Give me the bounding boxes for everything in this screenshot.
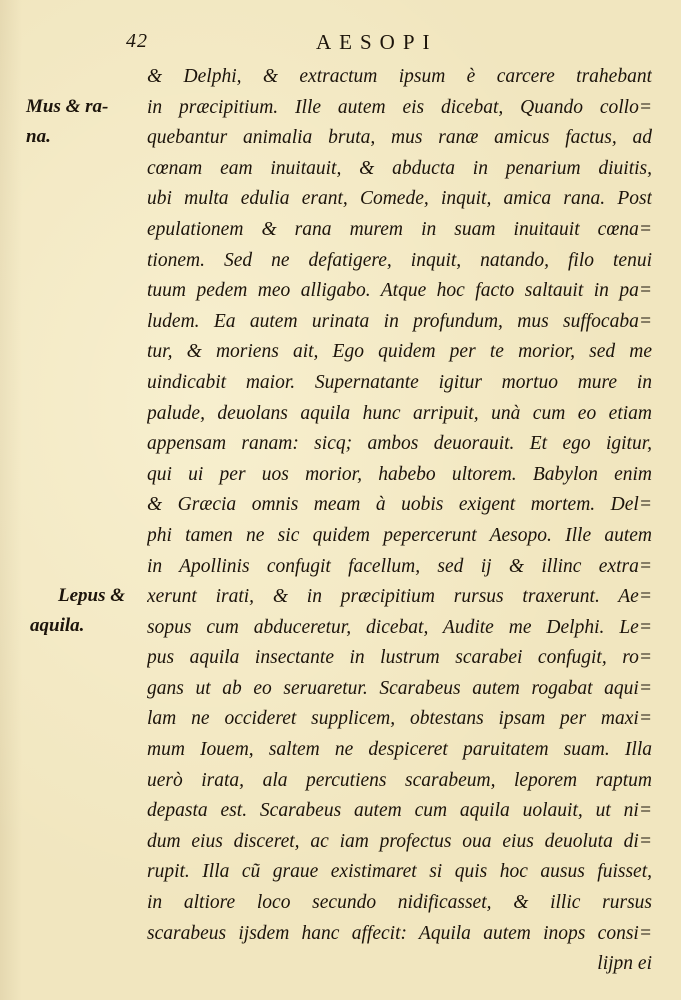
marginal-note-lepus-aquila-2: aquila. — [30, 615, 85, 636]
text-line: tuum pedem meo alligabo. Atque hoc facto saltauit in pa= — [147, 280, 652, 302]
text-line: epulationem & rana murem in suam inuitauit cœna= — [147, 218, 652, 240]
text-line: rupit. Illa cũ graue existimaret si quis hoc ausus fuisset, — [147, 861, 652, 883]
page-header — [0, 30, 681, 60]
marginal-note-lepus-aquila-1: Lepus & — [58, 585, 126, 606]
text-line: tur, & moriens ait, Ego quidem per te morior, sed me — [147, 341, 652, 363]
text-line: palude, deuolans aquila hunc arripuit, unà cum eo etiam — [147, 402, 652, 424]
text-line: mum Iouem, saltem ne despiceret paruitatem suam. Illa — [147, 739, 652, 761]
text-line: lam ne occideret supplicem, obtestans ipsam per maxi= — [147, 708, 652, 730]
text-line: quebantur animalia bruta, mus ranæ amicus factus, ad — [147, 127, 652, 149]
text-line: & Græcia omnis meam à uobis exigent mortem. Del= — [147, 494, 652, 516]
text-line: gans ut ab eo seruaretur. Scarabeus autem rogabat aqui= — [147, 677, 652, 699]
text-line: scarabeus ijsdem hanc affecit: Aquila autem inops consi= — [147, 922, 652, 944]
text-line: cœnam eam inuitauit, & abducta in penarium diuitis, — [147, 157, 652, 179]
running-head: AESOPI — [316, 30, 438, 54]
page-number: 42 — [126, 30, 148, 52]
text-line: xerunt irati, & in præcipitium rursus traxerunt. Ae= — [147, 586, 652, 608]
text-line: dum eius disceret, ac iam profectus oua eius deuoluta di= — [147, 830, 652, 852]
text-line: & Delphi, & extractum ipsum è carcere trahebant — [147, 66, 652, 87]
text-line: appensam ranam: sicq; ambos deuorauit. Et ego igitur, — [147, 433, 652, 455]
text-line: tionem. Sed ne defatigere, inquit, natando, filo tenui — [147, 249, 652, 271]
marginal-note-mus-rana-1: Mus & ra- — [26, 96, 109, 117]
catchword-line: lijpn ei — [597, 953, 652, 975]
text-line: in præcipitium. Ille autem eis dicebat, Quando collo= — [147, 96, 652, 118]
marginal-note-mus-rana-2: na. — [26, 126, 51, 147]
text-line: uerò irata, ala percutiens scarabeum, leporem raptum — [147, 769, 652, 791]
text-line: ubi multa edulia erant, Comede, inquit, amica rana. Post — [147, 188, 652, 210]
text-line: in altiore loco secundo nidificasset, & illic rursus — [147, 892, 652, 914]
body-text — [147, 62, 652, 980]
text-line: in Apollinis confugit facellum, sed ij & illinc extra= — [147, 555, 652, 577]
text-line: pus aquila insectante in lustrum scarabei confugit, ro= — [147, 647, 652, 669]
text-line: phi tamen ne sic quidem pepercerunt Aesopo. Ille autem — [147, 524, 652, 546]
text-line: uindicabit maior. Supernatante igitur mortuo mure in — [147, 371, 652, 393]
text-line: depasta est. Scarabeus autem cum aquila uolauit, ut ni= — [147, 800, 652, 822]
text-line: qui ui per uos morior, habebo ultorem. Babylon enim — [147, 463, 652, 485]
text-line: sopus cum abduceretur, dicebat, Audite me Delphi. Le= — [147, 616, 652, 638]
text-line: ludem. Ea autem urinata in profundum, mus suffocaba= — [147, 310, 652, 332]
